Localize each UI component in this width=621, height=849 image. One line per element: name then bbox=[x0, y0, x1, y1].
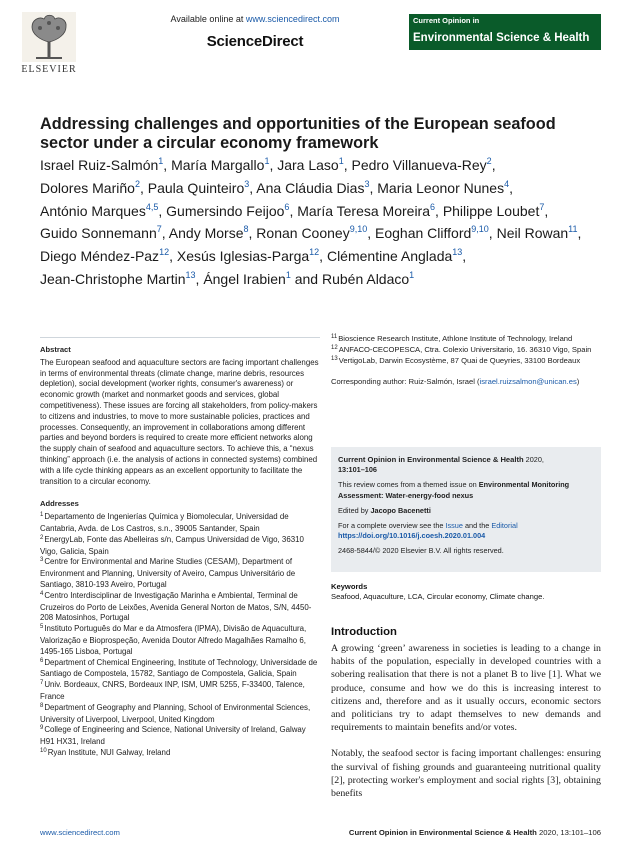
author-affiliation-ref[interactable]: 4,5 bbox=[145, 201, 159, 212]
author-name: Guido Sonnemann bbox=[40, 225, 157, 242]
author-affiliation-ref[interactable]: 1 bbox=[338, 156, 344, 166]
review-prefix: This review comes from a themed issue on bbox=[338, 480, 479, 490]
abstract-text: The European seafood and aquaculture sectors are facing important challenges in terms of environmental threats (climate change, marine debris, resources depletion), social development (worker rights, consumer's awareness) or economic growth (market and nonmarket goods and services, global competitiveness). These issues are forcing all stakeholders, from policy-makers to citizens and industries, to move to more sustainable policies, practices and processes. Consequently, an improvement in collaborations among different parties and beyond borders is required to create more efficient networks along the supply chain of seafood and aquaculture sectors. To achieve this, a “nexus thinking” approach (i.e. the analysis of actions in connected systems) combined with a life cycle thinking appears as an excellent opportunity to facilitate the transition to a circular economy. bbox=[40, 357, 319, 486]
issue-link[interactable]: Issue bbox=[445, 521, 463, 531]
footer-journal: Current Opinion in Environmental Science & Health bbox=[348, 828, 537, 837]
divider bbox=[40, 337, 320, 338]
address-item bbox=[40, 658, 322, 681]
author-affiliation-ref[interactable]: 1 bbox=[409, 269, 415, 280]
author-name: Ronan Cooney bbox=[256, 225, 350, 242]
author bbox=[327, 248, 462, 264]
overview-prefix: For a complete overview see the bbox=[338, 521, 446, 531]
author-affiliation-ref[interactable]: 3 bbox=[244, 178, 250, 189]
address-item bbox=[40, 591, 322, 624]
author bbox=[169, 225, 249, 241]
footer-site-link[interactable]: www.sciencedirect.com bbox=[40, 828, 120, 837]
author-affiliation-ref[interactable]: 13 bbox=[452, 247, 463, 258]
footer-issue: 2020, 13:101–106 bbox=[536, 828, 601, 837]
elsevier-logo bbox=[18, 12, 80, 76]
edited-prefix: Edited by bbox=[338, 505, 371, 515]
author-affiliation-ref[interactable]: 1 bbox=[264, 156, 270, 166]
introduction-paragraph-1: A growing ‘green’ awareness in societies is leading to a change in habits of the population, especially in developed countries with a sobering realisation that there is not a planet B to live [1]. What we produce, consume and how we do this is increasing interest to citizens and, therefore and as it usually occurs, economic sectors and politicians try to adapt themselves to new demands and requirements to maintain benefits and/or votes. bbox=[331, 643, 601, 734]
publisher-wordmark: ELSEVIER bbox=[21, 64, 77, 75]
author bbox=[322, 271, 414, 287]
corresponding-close: ) bbox=[576, 376, 580, 386]
author-affiliation-ref[interactable]: 1 bbox=[158, 156, 164, 166]
address-text: Departamento de Ingenierías Química y Biomolecular, Universidad de Cantabria, Avda. de Los Castros, s.n., 39005 Santander, Spain bbox=[40, 512, 289, 533]
author bbox=[40, 203, 158, 219]
author bbox=[497, 225, 578, 241]
author bbox=[171, 157, 269, 173]
address-number: 3 bbox=[40, 557, 44, 564]
author bbox=[40, 225, 162, 241]
author bbox=[148, 180, 250, 196]
author-name: María Margallo bbox=[171, 157, 265, 173]
overview-and: and the bbox=[462, 521, 492, 531]
citation-journal: Current Opinion in Environmental Science & Health bbox=[338, 455, 524, 464]
author-name: Jara Laso bbox=[277, 157, 339, 173]
author-affiliation-ref[interactable]: 1 bbox=[285, 269, 291, 280]
copyright: 2468-5844/© 2020 Elsevier B.V. All rights reserved. bbox=[338, 546, 504, 556]
address-text: Centro Interdisciplinar de Investigação Marinha e Ambiental, Terminal de Cruzeiros do Porto de Leixões, Avenida General Norton de Matos, S/N, 4450-208 Matosinhos, Portugal bbox=[40, 590, 312, 623]
citation-box bbox=[331, 447, 601, 572]
keywords bbox=[331, 582, 601, 603]
address-text: VertigoLab, Darwin Ecosystème, 87 Quai de Queyries, 33100 Bordeaux bbox=[338, 356, 581, 366]
address-item bbox=[40, 557, 322, 590]
author-name: Philippe Loubet bbox=[442, 202, 540, 219]
address-number: 6 bbox=[40, 657, 44, 664]
author-name: Ana Cláudia Dias bbox=[256, 179, 365, 196]
address-number: 8 bbox=[40, 702, 44, 709]
address-list-continued bbox=[331, 334, 601, 368]
sciencedirect-link[interactable]: www.sciencedirect.com bbox=[245, 14, 340, 24]
introduction-paragraph-2: Notably, the seafood sector is facing important challenges: ensuring the survival of fishing grounds and guaranteeing nutritional quality [2], protecting worker's employment and social rights [3], obtaining benefits bbox=[331, 748, 601, 800]
address-item bbox=[40, 512, 322, 535]
author-affiliation-ref[interactable]: 9,10 bbox=[471, 224, 489, 235]
doi-link[interactable]: https://doi.org/10.1016/j.coesh.2020.01.004 bbox=[338, 531, 486, 541]
right-column bbox=[331, 334, 601, 387]
author-affiliation-ref[interactable]: 3 bbox=[364, 178, 370, 189]
author-affiliation-ref[interactable]: 11 bbox=[568, 224, 578, 235]
citation-year: 2020, bbox=[523, 455, 544, 464]
author bbox=[375, 225, 489, 241]
author-name: Eoghan Clifford bbox=[375, 225, 472, 242]
author-name: Gumersindo Feijoo bbox=[166, 202, 285, 219]
address-item bbox=[40, 725, 322, 748]
author-affiliation-ref[interactable]: 7 bbox=[156, 224, 162, 235]
journal-banner-name: Environmental Science & Health bbox=[413, 32, 590, 44]
author-affiliation-ref[interactable]: 2 bbox=[486, 156, 492, 166]
address-text: Department of Geography and Planning, School of Environmental Sciences, University of Liverpool, Liverpool, United Kingdom bbox=[40, 702, 311, 724]
corresponding-author bbox=[331, 377, 601, 387]
author-affiliation-ref[interactable]: 2 bbox=[134, 178, 140, 189]
author-name: Paula Quinteiro bbox=[147, 179, 245, 196]
author-name: Xesús Iglesias-Parga bbox=[176, 248, 310, 265]
address-number: 5 bbox=[40, 624, 44, 631]
author-name: Andy Morse bbox=[168, 225, 244, 242]
keywords-text: Seafood, Aquaculture, LCA, Circular economy, Climate change. bbox=[331, 592, 545, 602]
address-item bbox=[331, 334, 601, 345]
keywords-heading: Keywords bbox=[331, 582, 368, 591]
address-number: 13 bbox=[331, 356, 338, 363]
author-name: Dolores Mariño bbox=[40, 179, 135, 196]
author-list: Israel Ruiz-Salmón$^1$, María Margallo$^1$, Jara Laso$^1$, Pedro Villanueva-Rey$^2$, Dolores Mariño$^2$, Paula Quinteiro$^3$, Ana Cláudia Dias$^3$, Maria Leonor Nunes$^4$, António Marques$^{4,5}$, Gumersindo Feijoo$^6$, María Teresa Moreira$^6$, Philippe Loubet$^7$, Guido Sonnemann$^7$, Andy Morse$^8$, Ronan Cooney$^{9,10}$, Eoghan Clifford$^{9,10}$, Neil Rowan$^{11}$, Diego Méndez-Paz$^{12}$, Xesús Iglesias-Parga$^{12}$, Clémentine Anglada$^{13}$, Jean-Christophe Martin$^{13}$, Ángel Irabien$^1$ and Rubén Aldaco$^1$ bbox=[40, 156, 582, 287]
author bbox=[40, 248, 169, 264]
address-text: Instituto Português do Mar e da Atmosfera (IPMA), Divisão de Aquacultura, Valorização e Bioprospeção, Avenida Doutor Alfredo Magalhães Ramalho 6, 1495-165 Lisboa, Portugal bbox=[40, 624, 307, 656]
author-affiliation-ref[interactable]: 13 bbox=[185, 269, 196, 280]
address-item bbox=[40, 703, 322, 726]
address-item bbox=[331, 356, 601, 367]
editorial-link[interactable]: Editorial bbox=[491, 521, 518, 531]
author bbox=[40, 180, 140, 196]
author-name: Israel Ruiz-Salmón bbox=[40, 157, 159, 173]
author-affiliation-ref[interactable]: 6 bbox=[430, 201, 436, 212]
sciencedirect-brand: ScienceDirect bbox=[206, 33, 304, 50]
addresses-heading: Addresses bbox=[40, 499, 79, 509]
journal-banner-top: Current Opinion in bbox=[413, 16, 480, 25]
abstract-heading: Abstract bbox=[40, 345, 71, 354]
address-item bbox=[40, 535, 322, 558]
address-text: College of Engineering and Science, National University of Ireland, Galway H91 HX31, Ireland bbox=[40, 725, 306, 747]
author bbox=[256, 225, 367, 241]
author bbox=[352, 157, 492, 173]
address-item bbox=[40, 624, 322, 657]
introduction-section bbox=[331, 626, 601, 800]
author-name: Pedro Villanueva-Rey bbox=[351, 157, 487, 173]
author-affiliation-ref[interactable]: 7 bbox=[539, 201, 545, 212]
introduction-heading: Introduction bbox=[331, 626, 397, 638]
author-affiliation-ref[interactable]: 4 bbox=[504, 178, 510, 189]
author-name: Rubén Aldaco bbox=[321, 270, 410, 287]
address-text: ANFACO-CECOPESCA, Ctra. Colexio Universitario, 16. 36310 Vigo, Spain bbox=[338, 345, 592, 355]
elsevier-tree-icon bbox=[22, 12, 76, 62]
author bbox=[40, 157, 163, 173]
author-conjunction: and bbox=[290, 270, 322, 287]
editor-name: Jacopo Bacenetti bbox=[370, 505, 431, 515]
author bbox=[297, 203, 435, 219]
address-text: Bioscience Research Institute, Athlone Institute of Technology, Ireland bbox=[338, 334, 573, 343]
author bbox=[40, 271, 196, 287]
author-affiliation-ref[interactable]: 6 bbox=[284, 201, 290, 212]
footer-citation bbox=[349, 828, 601, 837]
address-number: 12 bbox=[331, 345, 338, 352]
author-affiliation-ref[interactable]: 12 bbox=[309, 247, 320, 258]
author bbox=[277, 157, 344, 173]
corresponding-label: Corresponding author: Ruiz-Salmón, Israel ( bbox=[331, 376, 480, 386]
author-name: Jean-Christophe Martin bbox=[40, 270, 186, 287]
author-affiliation-ref[interactable]: 12 bbox=[159, 247, 170, 258]
author bbox=[377, 180, 509, 196]
address-text: Department of Chemical Engineering, Institute of Technology, Universidade de Santiago de Compostela, 15782, Santiago de Compostela, Galicia, Spain bbox=[40, 657, 318, 679]
author-name: Maria Leonor Nunes bbox=[377, 179, 505, 196]
address-number: 9 bbox=[40, 725, 44, 732]
author-affiliation-ref[interactable]: 9,10 bbox=[349, 224, 368, 235]
address-number: 1 bbox=[40, 512, 44, 519]
address-number: 4 bbox=[40, 590, 44, 597]
author bbox=[203, 271, 291, 287]
address-number: 7 bbox=[40, 680, 44, 687]
author-affiliation-ref[interactable]: 8 bbox=[243, 224, 249, 235]
address-text: Univ. Bordeaux, CNRS, Bordeaux INP, ISM, UMR 5255, F-33400, Talence, France bbox=[40, 680, 305, 701]
author-name: María Teresa Moreira bbox=[297, 202, 431, 219]
corresponding-email-link[interactable]: israel.ruizsalmon@unican.es bbox=[479, 376, 577, 386]
article-title: Addressing challenges and opportunities of the European seafood sector under a circular economy framework bbox=[40, 115, 556, 152]
availability-line bbox=[150, 14, 360, 24]
available-prefix: Available online at bbox=[170, 14, 246, 24]
address-number: 11 bbox=[331, 334, 338, 340]
author bbox=[443, 203, 545, 219]
address-number: 10 bbox=[40, 747, 47, 754]
address-item bbox=[40, 680, 322, 703]
author bbox=[166, 203, 289, 219]
address-text: EnergyLab, Fonte das Abelleiras s/n, Campus Universidad de Vigo, 36310 Vigo, Galicia, Spain bbox=[40, 534, 304, 556]
address-list bbox=[40, 512, 322, 760]
address-item bbox=[40, 748, 322, 760]
author-name: António Marques bbox=[40, 202, 146, 219]
journal-banner bbox=[409, 14, 601, 50]
author bbox=[177, 248, 319, 264]
address-number: 2 bbox=[40, 534, 44, 541]
address-text: Centre for Environmental and Marine Studies (CESAM), Department of Environment and Planning, University of Aveiro, Campus Universitário de Santiago, 3810-193 Aveiro, Portugal bbox=[40, 557, 296, 589]
author-name: Ángel Irabien bbox=[203, 270, 286, 287]
address-item bbox=[331, 345, 601, 356]
citation-pages: 13:101–106 bbox=[338, 465, 377, 475]
author-name: Neil Rowan bbox=[496, 225, 569, 242]
address-text: Ryan Institute, NUI Galway, Ireland bbox=[47, 747, 171, 757]
author-name: Clémentine Anglada bbox=[326, 248, 453, 265]
left-column bbox=[40, 345, 322, 760]
author bbox=[256, 180, 369, 196]
review-theme: Environmental Monitoring Assessment: Water-energy-food nexus bbox=[338, 480, 570, 500]
author-name: Diego Méndez-Paz bbox=[40, 248, 160, 265]
